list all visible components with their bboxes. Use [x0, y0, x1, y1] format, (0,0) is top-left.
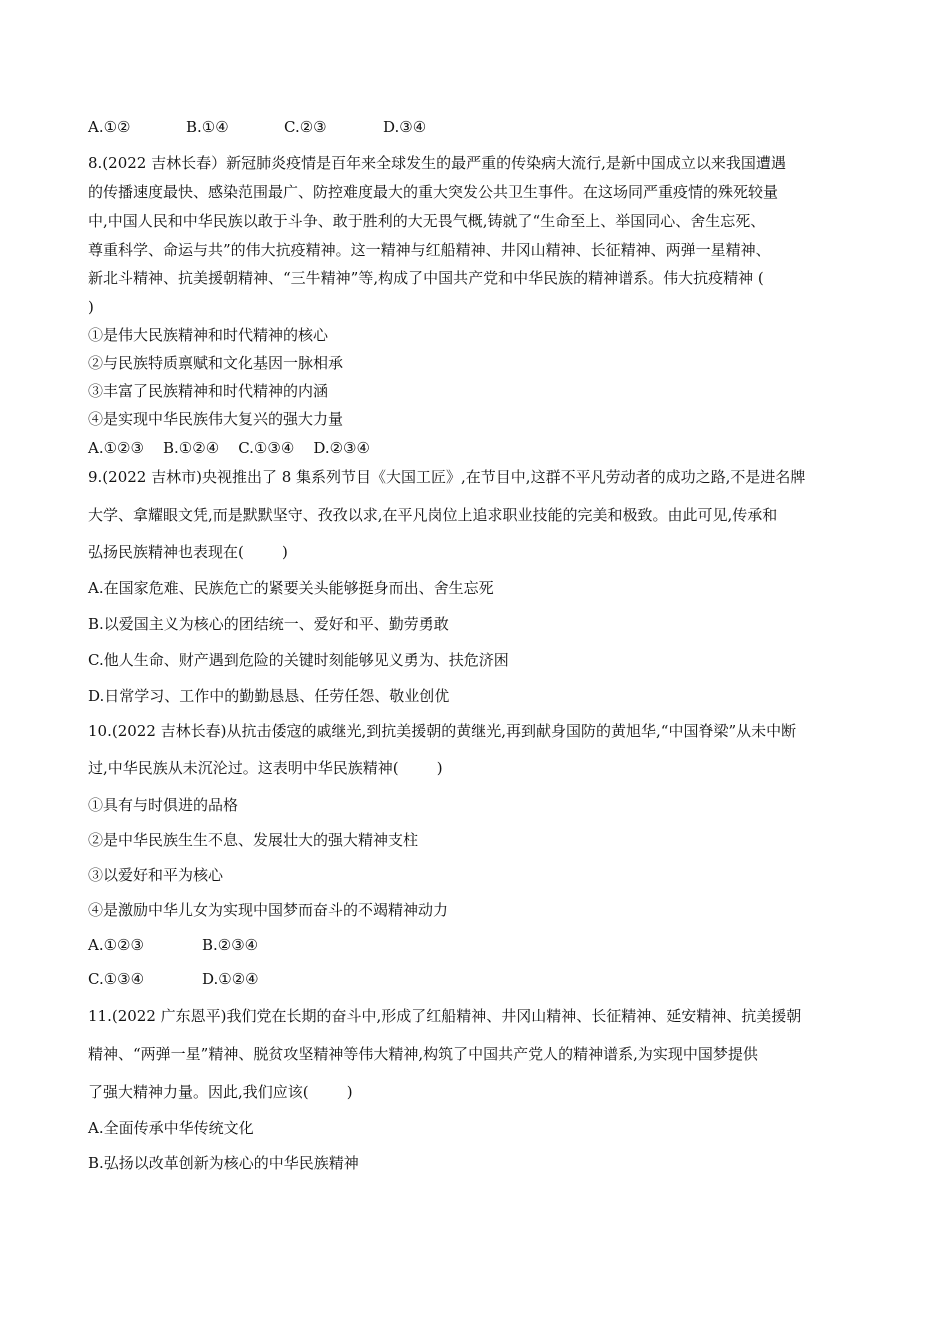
option-b: B.①④	[186, 118, 229, 136]
option-c: C.①③④	[88, 970, 145, 988]
question-9-option: C.他人生命、财产遇到危险的关键时刻能够见义勇为、扶危济困	[88, 651, 509, 669]
question-10-item: ①具有与时俱进的品格	[88, 796, 239, 814]
question-8-line: 中,中国人民和中华民族以敢于斗争、敢于胜利的大无畏气概,铸就了“生命至上、举国同心、舍生忘死、	[88, 212, 766, 230]
question-10-item: ②是中华民族生生不息、发展壮大的强大精神支柱	[88, 831, 419, 849]
question-11-option: A.全面传承中华传统文化	[88, 1119, 254, 1137]
question-8-line: 新北斗精神、抗美援朝精神、“三牛精神”等,构成了中国共产党和中华民族的精神谱系。伟大抗疫精神 (	[88, 269, 764, 287]
option-b: B.②③④	[202, 936, 259, 954]
prev-question-options	[88, 117, 426, 137]
question-9-option: B.以爱国主义为核心的团结统一、爱好和平、勤劳勇敢	[88, 615, 449, 633]
question-10-item: ③以爱好和平为核心	[88, 866, 224, 884]
question-10-options-row	[88, 935, 258, 955]
question-11-line: 了强大精神力量。因此,我们应该( )	[88, 1083, 353, 1101]
question-8-line: 尊重科学、命运与共”的伟大抗疫精神。这一精神与红船精神、井冈山精神、长征精神、两弹一星精神、	[88, 241, 771, 259]
question-11-line: 精神、“两弹一星”精神、脱贫攻坚精神等伟大精神,构筑了中国共产党人的精神谱系,为实现中国梦提供	[88, 1045, 758, 1063]
option-a: A.①②③	[88, 936, 144, 954]
question-9-line: 9.(2022 吉林市)央视推出了 8 集系列节目《大国工匠》,在节目中,这群不平凡劳动者的成功之路,不是进名牌	[88, 468, 806, 486]
question-11-option: B.弘扬以改革创新为核心的中华民族精神	[88, 1154, 359, 1172]
question-9-option: D.日常学习、工作中的勤勤恳恳、任劳任怨、敬业创优	[88, 687, 450, 705]
question-8-line: 8.(2022 吉林长春）新冠肺炎疫情是百年来全球发生的最严重的传染病大流行,是新中国成立以来我国遭遇	[88, 154, 786, 172]
question-10-line: 10.(2022 吉林长春)从抗击倭寇的戚继光,到抗美援朝的黄继光,再到献身国防的黄旭华,“中国脊梁”从未中断	[88, 722, 797, 740]
question-10-line: 过,中华民族从未沉沦过。这表明中华民族精神( )	[88, 759, 443, 777]
option-d: D.①②④	[202, 970, 259, 988]
question-8-item: ③丰富了民族精神和时代精神的内涵	[88, 382, 329, 400]
question-8-line: )	[88, 298, 94, 316]
question-8-item: ①是伟大民族精神和时代精神的核心	[88, 326, 329, 344]
option-d: D.③④	[383, 118, 427, 136]
question-9-option: A.在国家危难、民族危亡的紧要关头能够挺身而出、舍生忘死	[88, 579, 494, 597]
question-8-line: 的传播速度最快、感染范围最广、防控难度最大的重大突发公共卫生事件。在这场同严重疫情的殊死较量	[88, 183, 779, 201]
question-8-item: ④是实现中华民族伟大复兴的强大力量	[88, 410, 344, 428]
option-c: C.②③	[284, 118, 327, 136]
question-10-options-row	[88, 969, 259, 989]
question-10-item: ④是激励中华儿女为实现中国梦而奋斗的不竭精神动力	[88, 901, 449, 919]
option-a: A.①②	[88, 118, 131, 136]
question-9-line: 大学、拿耀眼文凭,而是默默坚守、孜孜以求,在平凡岗位上追求职业技能的完美和极致。由此可见,传承和	[88, 506, 778, 524]
question-9-line: 弘扬民族精神也表现在( )	[88, 543, 288, 561]
question-8-item: ②与民族特质禀赋和文化基因一脉相承	[88, 354, 344, 372]
question-11-line: 11.(2022 广东恩平)我们党在长期的奋斗中,形成了红船精神、井冈山精神、长征精神、延安精神、抗美援朝	[88, 1007, 802, 1025]
question-8-options: A.①②③ B.①②④ C.①③④ D.②③④	[88, 439, 370, 457]
